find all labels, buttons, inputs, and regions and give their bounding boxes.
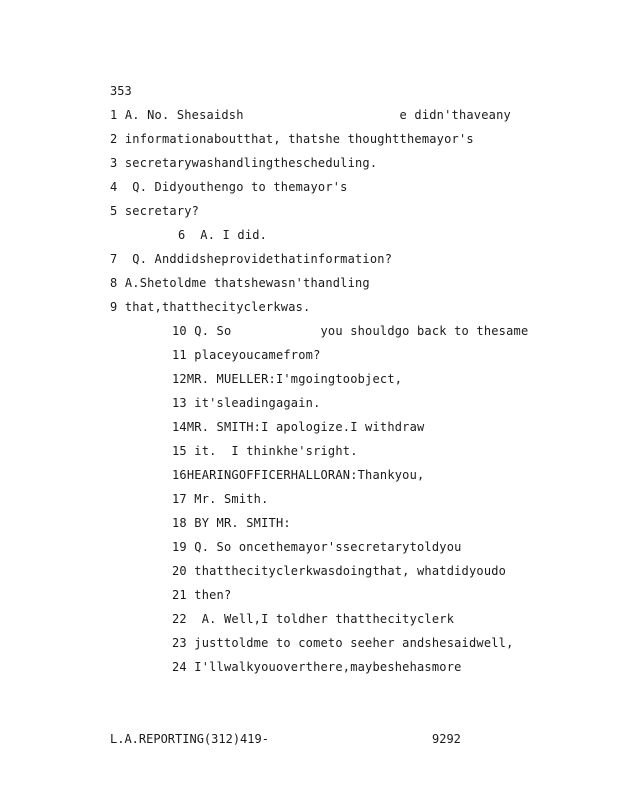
transcript-line-20: 20 thatthecityclerkwasdoingthat, whatdidyoudo [172, 564, 507, 578]
transcript-line-24: 24 I'llwalkyouoverthere,maybeshehasmore [172, 660, 462, 674]
transcript-line-10: 10 Q. So you shouldgo back to thesame [172, 324, 529, 338]
transcript-line-6: 6 A. I did. [178, 228, 268, 242]
footer-reporter: L.A.REPORTING(312)419- [110, 732, 269, 746]
transcript-line-7: 7 Q. Anddidsheprovidethatinformation? [110, 252, 393, 266]
transcript-line-2: 2 informationaboutthat, thatshe thoughtthemayor's [110, 132, 474, 146]
transcript-line-11: 11 placeyoucamefrom? [172, 348, 321, 362]
footer-phone-suffix: 9292 [432, 732, 461, 746]
transcript-line-4: 4 Q. Didyouthengo to themayor's [110, 180, 348, 194]
transcript-line-5: 5 secretary? [110, 204, 200, 218]
transcript-line-22: 22 A. Well,I toldher thatthecityclerk [172, 612, 455, 626]
transcript-line-19: 19 Q. So oncethemayor'ssecretarytoldyou [172, 540, 462, 554]
transcript-line-9: 9 that,thatthecityclerkwas. [110, 300, 311, 314]
transcript-line-18: 18 BY MR. SMITH: [172, 516, 291, 530]
transcript-line-23: 23 justtoldme to cometo seeher andshesaidwell, [172, 636, 514, 650]
transcript-line-17: 17 Mr. Smith. [172, 492, 269, 506]
transcript-line-8: 8 A.Shetoldme thatshewasn'thandling [110, 276, 370, 290]
transcript-line-3: 3 secretarywashandlingthescheduling. [110, 156, 378, 170]
transcript-line-21: 21 then? [172, 588, 232, 602]
transcript-line-1: 1 A. No. Shesaidsh e didn'thaveany [110, 108, 511, 122]
transcript-line-12: 12MR. MUELLER:I'mgoingtoobject, [172, 372, 403, 386]
transcript-line-15: 15 it. I thinkhe'sright. [172, 444, 358, 458]
transcript-line-16: 16HEARINGOFFICERHALLORAN:Thankyou, [172, 468, 425, 482]
transcript-line-14: 14MR. SMITH:I apologize.I withdraw [172, 420, 425, 434]
transcript-line-13: 13 it'sleadingagain. [172, 396, 321, 410]
page-number: 353 [110, 84, 132, 98]
